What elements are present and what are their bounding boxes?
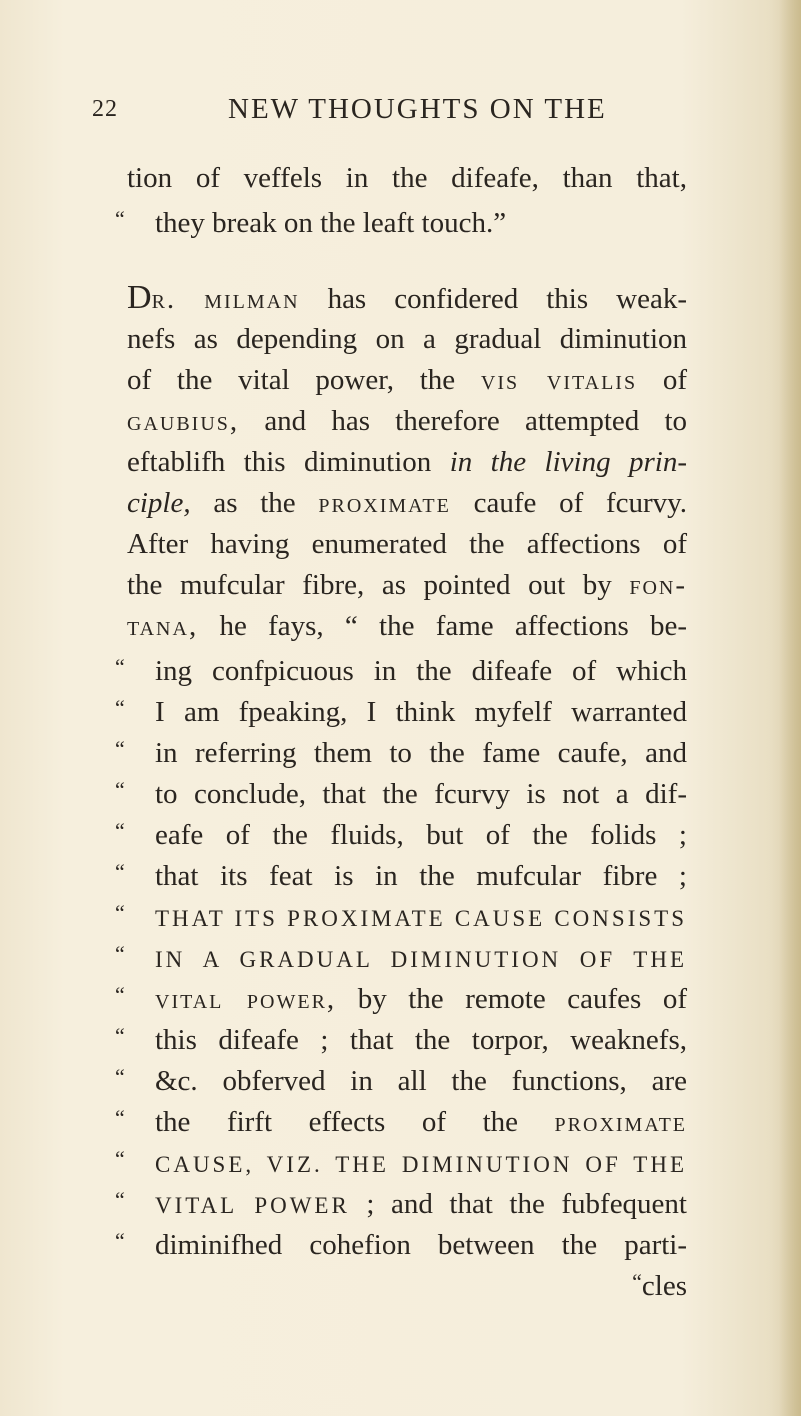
- page-edge-shadow: [779, 0, 801, 1416]
- running-head: NEW THOUGHTS ON THE: [228, 93, 607, 125]
- text-line: “ VITAL POWER ; and that the fubfequent: [115, 1187, 687, 1220]
- text-line: “ CAUSE, VIZ. THE DIMINUTION OF THE: [115, 1146, 687, 1177]
- text-line: “ this difeafe ; that the torpor, weaknefs,: [115, 1023, 687, 1056]
- text-line: “ eafe of the fluids, but of the folids ;: [115, 818, 687, 851]
- text-line: “ diminifhed cohefion between the parti-: [115, 1228, 687, 1261]
- text-line: eftablifh this diminution in the living prin-: [127, 446, 688, 478]
- text-line: Dr. milman has confidered this weak-: [127, 279, 688, 316]
- text-line: tana, he fays, “ the fame affections be-: [127, 610, 688, 642]
- text-line: “ that its feat is in the mufcular fibre ;: [115, 859, 687, 892]
- text-line: “ THAT ITS PROXIMATE CAUSE CONSISTS: [115, 900, 687, 931]
- text-line: “ to conclude, that the fcurvy is not a dif-: [115, 777, 687, 810]
- text-line: ciple, as the proximate caufe of fcurvy.: [127, 487, 688, 519]
- text-line: “ in referring them to the fame caufe, and: [115, 736, 687, 769]
- catchword: “cles: [632, 1269, 687, 1302]
- text-line: “ they break on the leaft touch.”: [115, 206, 507, 239]
- text-line: nefs as depending on a gradual diminution: [127, 323, 687, 355]
- text-line: “ vital power, by the remote caufes of: [115, 982, 687, 1015]
- text-line: “ &c. obferved in all the functions, are: [115, 1064, 687, 1097]
- text-line: gaubius, and has therefore attempted to: [127, 405, 687, 437]
- text-line: “ ing confpicuous in the difeafe of which: [115, 654, 687, 687]
- text-line: the mufcular fibre, as pointed out by fon-: [127, 569, 687, 601]
- text-line: tion of veffels in the difeafe, than that,: [127, 162, 687, 194]
- text-line: “ the firft effects of the proximate: [115, 1105, 687, 1138]
- text-line: After having enumerated the affections of: [127, 528, 687, 560]
- text-line: of the vital power, the vis vitalis of: [127, 364, 688, 396]
- text-line: “ I am fpeaking, I think myfelf warranted: [115, 695, 687, 728]
- page-header: [0, 93, 801, 136]
- text-line: “ IN A GRADUAL DIMINUTION OF THE: [115, 941, 687, 972]
- page-number: 22: [92, 96, 118, 122]
